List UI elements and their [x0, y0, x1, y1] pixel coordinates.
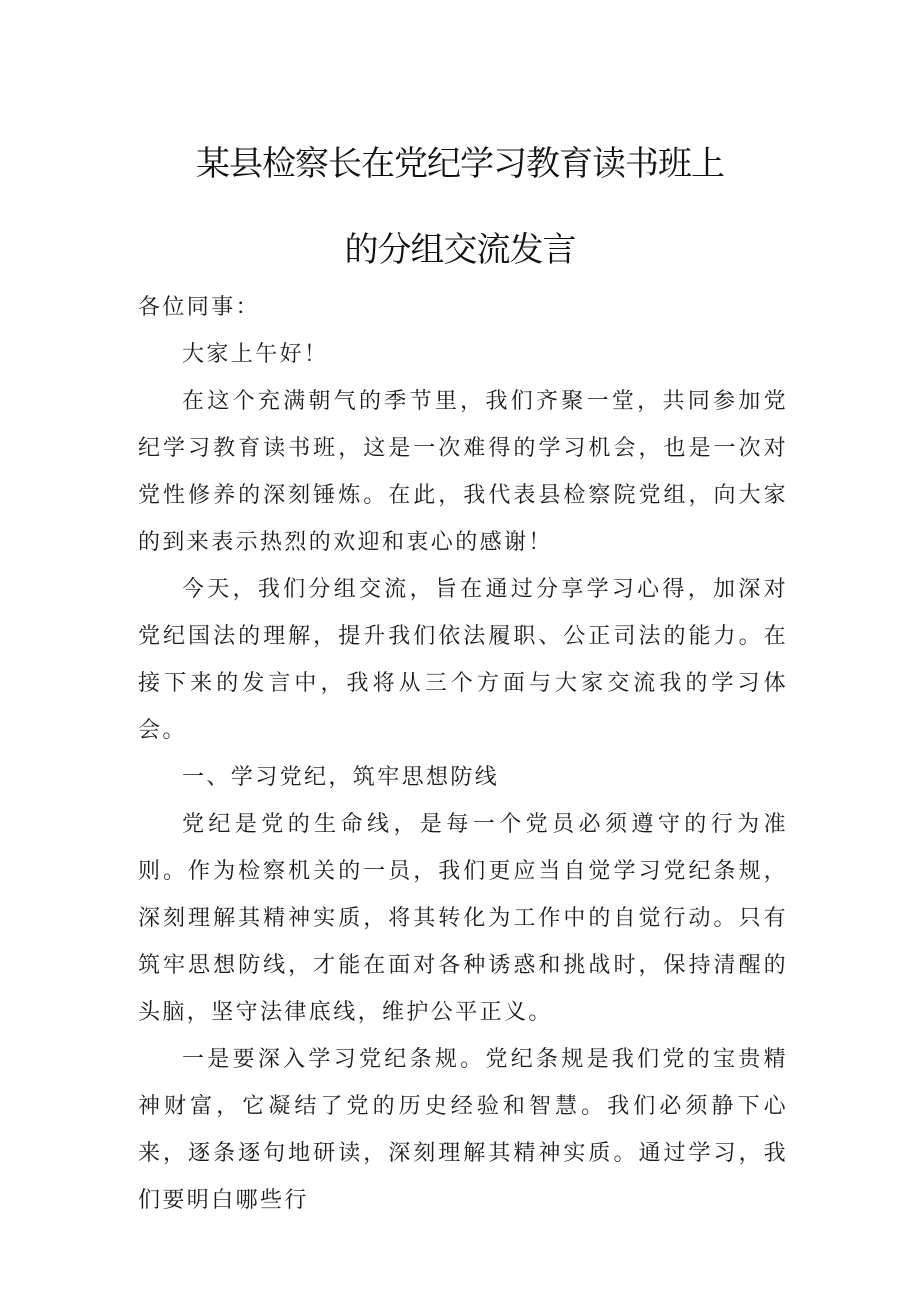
welcome-paragraph: 在这个充满朝气的季节里，我们齐聚一堂，共同参加党纪学习教育读书班，这是一次难得的学习机会，也是一次对党性修养的深刻锤炼。在此，我代表县检察院党组，向大家的到来表示热烈的欢迎和衷心的感谢！: [138, 389, 788, 555]
section-heading-1: 一、学习党纪，筑牢思想防线: [182, 765, 500, 790]
document-body: [138, 284, 788, 1224]
point-1-paragraph: 一是要深入学习党纪条规。党纪条规是我们党的宝贵精神财富，它凝结了党的历史经验和智慧。我们必须静下心来，逐条逐句地研读，深刻理解其精神实质。通过学习，我们要明白哪些行: [138, 1047, 788, 1213]
salutation: 各位同事：: [138, 295, 261, 320]
section-1-paragraph: 党纪是党的生命线，是每一个党员必须遵守的行为准则。作为检察机关的一员，我们更应当自觉学习党纪条规，深刻理解其精神实质，将其转化为工作中的自觉行动。只有筑牢思想防线，才能在面对各种诱惑和挑战时，保持清醒的头脑，坚守法律底线，维护公平正义。: [138, 812, 788, 1025]
document-title-line-1: 某县检察长在党纪学习教育读书班上: [196, 144, 724, 184]
document-title-line-2: 的分组交流发言: [344, 230, 576, 270]
purpose-paragraph: 今天，我们分组交流，旨在通过分享学习心得，加深对党纪国法的理解，提升我们依法履职、公正司法的能力。在接下来的发言中，我将从三个方面与大家交流我的学习体会。: [138, 577, 788, 743]
greeting-paragraph: 大家上午好！: [182, 342, 329, 367]
